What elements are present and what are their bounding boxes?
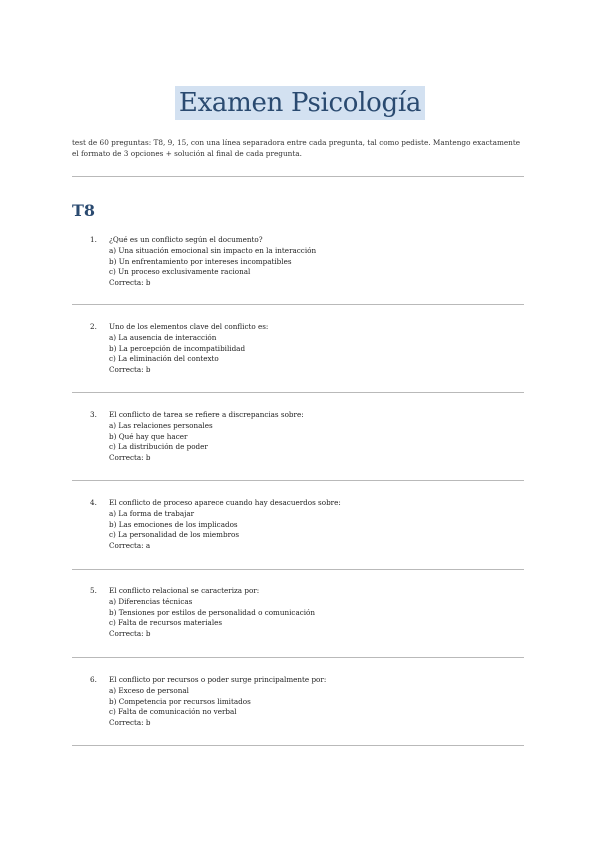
question-item (90, 498, 510, 552)
option-b: b) Tensiones por estilos de personalidad o comunicación (109, 607, 316, 617)
intro-paragraph: test de 60 preguntas: T8, 9, 15, con una línea separadora entre cada pregunta, tal como pediste. Mantengo exactamente el formato de 3 opciones + solución al final de cada pregunta. (72, 138, 521, 158)
option-a: a) Una situación emocional sin impacto en la interacción (109, 245, 317, 255)
option-a: a) Las relaciones personales (109, 420, 213, 430)
option-a: a) Diferencias técnicas (109, 596, 193, 606)
option-a: a) La forma de trabajar (109, 508, 195, 518)
separator-line (72, 392, 524, 393)
option-b: b) Qué hay que hacer (109, 431, 188, 441)
option-a: a) La ausencia de interacción (109, 332, 217, 342)
separator-line (72, 569, 524, 570)
option-c: c) Falta de comunicación no verbal (109, 707, 237, 717)
option-c: c) Falta de recursos materiales (109, 618, 223, 628)
correct-answer: Correcta: a (109, 541, 151, 551)
question-number: 6. (90, 675, 97, 684)
document-title: Examen Psicología (175, 86, 425, 120)
question-number: 4. (90, 498, 97, 507)
question-number: 3. (90, 410, 97, 419)
option-c: c) La eliminación del contexto (109, 354, 219, 364)
question-text: El conflicto por recursos o poder surge principalmente por: (109, 675, 327, 684)
question-number: 2. (90, 322, 97, 331)
correct-answer: Correcta: b (109, 629, 151, 639)
question-text: El conflicto de tarea se refiere a discrepancias sobre: (109, 410, 304, 419)
option-c: c) Un proceso exclusivamente racional (109, 267, 251, 277)
separator-line (72, 657, 524, 658)
option-c: c) La distribución de poder (109, 442, 208, 452)
question-item (90, 410, 510, 464)
separator-line (72, 480, 524, 481)
question-number: 1. (90, 235, 97, 244)
question-item (90, 586, 510, 640)
question-number: 5. (90, 586, 97, 595)
correct-answer: Correcta: b (109, 278, 151, 288)
question-text: Uno de los elementos clave del conflicto es: (109, 322, 269, 331)
option-b: b) La percepción de incompatibilidad (109, 343, 246, 353)
question-item (90, 235, 510, 289)
question-item (90, 322, 510, 376)
title-wrapper (0, 86, 600, 120)
question-text: El conflicto de proceso aparece cuando hay desacuerdos sobre: (109, 498, 341, 507)
separator-line (72, 176, 524, 177)
option-b: b) Competencia por recursos limitados (109, 696, 251, 706)
question-text: ¿Qué es un conflicto según el documento? (109, 235, 263, 244)
option-a: a) Exceso de personal (109, 685, 189, 695)
separator-line (72, 304, 524, 305)
option-c: c) La personalidad de los miembros (109, 530, 240, 540)
section-heading: T8 (72, 201, 96, 220)
option-b: b) Un enfrentamiento por intereses incompatibles (109, 256, 292, 266)
correct-answer: Correcta: b (109, 718, 151, 728)
correct-answer: Correcta: b (109, 453, 151, 463)
separator-line (72, 745, 524, 746)
correct-answer: Correcta: b (109, 365, 151, 375)
question-item (90, 675, 510, 729)
question-text: El conflicto relacional se caracteriza por: (109, 586, 260, 595)
option-b: b) Las emociones de los implicados (109, 519, 238, 529)
